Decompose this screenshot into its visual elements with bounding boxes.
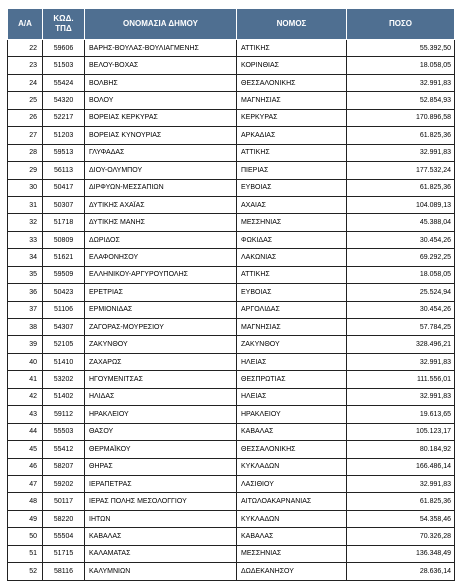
row-aa-cell: 51	[8, 545, 43, 562]
row-amount-cell: 69.292,25	[347, 249, 455, 266]
row-kod-cell: 51203	[43, 127, 85, 144]
table-row	[8, 406, 455, 423]
table-row	[8, 336, 455, 353]
row-prefecture-cell: ΘΕΣΣΑΛΟΝΙΚΗΣ	[237, 74, 347, 91]
table-row	[8, 231, 455, 248]
table-row	[8, 423, 455, 440]
row-municipality-cell: ΔΙΡΦΥΩΝ-ΜΕΣΣΑΠΙΩΝ	[85, 179, 237, 196]
row-kod-cell: 51715	[43, 545, 85, 562]
table-row	[8, 371, 455, 388]
row-municipality-cell: ΔΩΡΙΔΟΣ	[85, 231, 237, 248]
row-prefecture-cell: ΚΑΒΑΛΑΣ	[237, 423, 347, 440]
table-row	[8, 475, 455, 492]
row-amount-cell: 61.825,36	[347, 179, 455, 196]
row-municipality-cell: ΚΑΛΥΜΝΙΩΝ	[85, 563, 237, 580]
row-municipality-cell: ΙΕΡΑΣ ΠΟΛΗΣ ΜΕΣΟΛΟΓΓΙΟΥ	[85, 493, 237, 510]
row-prefecture-cell: ΘΕΣΠΡΩΤΙΑΣ	[237, 371, 347, 388]
row-aa-cell: 26	[8, 109, 43, 126]
row-amount-cell: 104.089,13	[347, 196, 455, 213]
table-row	[8, 144, 455, 161]
row-kod-cell: 56113	[43, 162, 85, 179]
table-row	[8, 162, 455, 179]
row-municipality-cell: ΙΗΤΩΝ	[85, 510, 237, 527]
row-amount-cell: 30.454,26	[347, 231, 455, 248]
row-aa-cell: 47	[8, 475, 43, 492]
table-row	[8, 441, 455, 458]
row-kod-cell: 51718	[43, 214, 85, 231]
table-row	[8, 266, 455, 283]
row-prefecture-cell: ΚΕΡΚΥΡΑΣ	[237, 109, 347, 126]
row-aa-cell: 45	[8, 441, 43, 458]
row-prefecture-cell: ΗΡΑΚΛΕΙΟΥ	[237, 406, 347, 423]
table-row	[8, 92, 455, 109]
row-prefecture-cell: ΠΙΕΡΙΑΣ	[237, 162, 347, 179]
row-prefecture-cell: ΑΡΚΑΔΙΑΣ	[237, 127, 347, 144]
row-kod-cell: 58116	[43, 563, 85, 580]
row-amount-cell: 61.825,36	[347, 493, 455, 510]
row-prefecture-cell: ΚΑΒΑΛΑΣ	[237, 528, 347, 545]
table-row	[8, 249, 455, 266]
row-amount-cell: 18.058,05	[347, 57, 455, 74]
row-prefecture-cell: ΜΑΓΝΗΣΙΑΣ	[237, 92, 347, 109]
row-amount-cell: 54.358,46	[347, 510, 455, 527]
table-row	[8, 127, 455, 144]
row-municipality-cell: ΕΡΕΤΡΙΑΣ	[85, 284, 237, 301]
row-municipality-cell: ΒΟΡΕΙΑΣ ΚΥΝΟΥΡΙΑΣ	[85, 127, 237, 144]
row-municipality-cell: ΕΛΛΗΝΙΚΟΥ-ΑΡΓΥΡΟΥΠΟΛΗΣ	[85, 266, 237, 283]
row-aa-cell: 32	[8, 214, 43, 231]
table-row	[8, 528, 455, 545]
row-amount-cell: 25.524,94	[347, 284, 455, 301]
header-poso: ΠΟΣΟ	[347, 9, 455, 40]
row-amount-cell: 32.991,83	[347, 353, 455, 370]
row-municipality-cell: ΓΛΥΦΑΔΑΣ	[85, 144, 237, 161]
row-aa-cell: 46	[8, 458, 43, 475]
row-prefecture-cell: ΑΡΓΟΛΙΔΑΣ	[237, 301, 347, 318]
row-aa-cell: 28	[8, 144, 43, 161]
row-kod-cell: 50417	[43, 179, 85, 196]
table-row	[8, 40, 455, 57]
row-kod-cell: 54307	[43, 319, 85, 336]
document-page	[7, 8, 454, 581]
row-aa-cell: 52	[8, 563, 43, 580]
row-municipality-cell: ΖΑΓΟΡΑΣ-ΜΟΥΡΕΣΙΟΥ	[85, 319, 237, 336]
row-prefecture-cell: ΜΕΣΣΗΝΙΑΣ	[237, 214, 347, 231]
table-body	[8, 40, 455, 581]
row-aa-cell: 38	[8, 319, 43, 336]
row-kod-cell: 58207	[43, 458, 85, 475]
row-aa-cell: 31	[8, 196, 43, 213]
row-aa-cell: 33	[8, 231, 43, 248]
table-row	[8, 301, 455, 318]
row-prefecture-cell: ΚΟΡΙΝΘΙΑΣ	[237, 57, 347, 74]
table-row	[8, 458, 455, 475]
row-amount-cell: 111.556,01	[347, 371, 455, 388]
row-kod-cell: 52105	[43, 336, 85, 353]
row-prefecture-cell: ΕΥΒΟΙΑΣ	[237, 284, 347, 301]
row-kod-cell: 59606	[43, 40, 85, 57]
table-row	[8, 57, 455, 74]
table-row	[8, 545, 455, 562]
row-kod-cell: 55504	[43, 528, 85, 545]
row-amount-cell: 45.388,04	[347, 214, 455, 231]
header-kod-line2: ΤΠΔ	[55, 24, 72, 33]
table-row	[8, 214, 455, 231]
table-row	[8, 109, 455, 126]
row-kod-cell: 50117	[43, 493, 85, 510]
table-row	[8, 510, 455, 527]
row-prefecture-cell: ΘΕΣΣΑΛΟΝΙΚΗΣ	[237, 441, 347, 458]
header-row	[8, 9, 455, 40]
row-prefecture-cell: ΕΥΒΟΙΑΣ	[237, 179, 347, 196]
row-kod-cell: 50809	[43, 231, 85, 248]
row-prefecture-cell: ΦΩΚΙΔΑΣ	[237, 231, 347, 248]
row-aa-cell: 29	[8, 162, 43, 179]
row-municipality-cell: ΒΑΡΗΣ-ΒΟΥΛΑΣ-ΒΟΥΛΙΑΓΜΕΝΗΣ	[85, 40, 237, 57]
row-aa-cell: 48	[8, 493, 43, 510]
row-prefecture-cell: ΔΩΔΕΚΑΝΗΣΟΥ	[237, 563, 347, 580]
row-aa-cell: 34	[8, 249, 43, 266]
row-aa-cell: 41	[8, 371, 43, 388]
table-row	[8, 284, 455, 301]
row-municipality-cell: ΒΕΛΟΥ-ΒΟΧΑΣ	[85, 57, 237, 74]
row-municipality-cell: ΖΑΧΑΡΩΣ	[85, 353, 237, 370]
row-aa-cell: 39	[8, 336, 43, 353]
row-amount-cell: 19.613,65	[347, 406, 455, 423]
table-row	[8, 319, 455, 336]
row-aa-cell: 43	[8, 406, 43, 423]
row-amount-cell: 170.896,58	[347, 109, 455, 126]
row-amount-cell: 55.392,50	[347, 40, 455, 57]
row-municipality-cell: ΘΑΣΟΥ	[85, 423, 237, 440]
row-aa-cell: 40	[8, 353, 43, 370]
row-kod-cell: 51410	[43, 353, 85, 370]
row-kod-cell: 51402	[43, 388, 85, 405]
row-aa-cell: 37	[8, 301, 43, 318]
row-kod-cell: 51503	[43, 57, 85, 74]
row-kod-cell: 58220	[43, 510, 85, 527]
row-prefecture-cell: ΛΑΣΙΘΙΟΥ	[237, 475, 347, 492]
row-amount-cell: 70.326,28	[347, 528, 455, 545]
row-prefecture-cell: ΜΑΓΝΗΣΙΑΣ	[237, 319, 347, 336]
row-kod-cell: 51621	[43, 249, 85, 266]
row-municipality-cell: ΕΡΜΙΟΝΙΔΑΣ	[85, 301, 237, 318]
row-kod-cell: 54320	[43, 92, 85, 109]
row-municipality-cell: ΔΥΤΙΚΗΣ ΑΧΑΪΑΣ	[85, 196, 237, 213]
header-name: ΟΝΟΜΑΣΙΑ ΔΗΜΟΥ	[85, 9, 237, 40]
row-municipality-cell: ΗΡΑΚΛΕΙΟΥ	[85, 406, 237, 423]
row-kod-cell: 59112	[43, 406, 85, 423]
row-kod-cell: 50423	[43, 284, 85, 301]
table-header	[8, 9, 455, 40]
row-municipality-cell: ΙΕΡΑΠΕΤΡΑΣ	[85, 475, 237, 492]
row-municipality-cell: ΒΟΛΒΗΣ	[85, 74, 237, 91]
table-row	[8, 388, 455, 405]
row-aa-cell: 49	[8, 510, 43, 527]
row-amount-cell: 28.636,14	[347, 563, 455, 580]
row-aa-cell: 42	[8, 388, 43, 405]
row-municipality-cell: ΗΛΙΔΑΣ	[85, 388, 237, 405]
row-municipality-cell: ΘΕΡΜΑΪΚΟΥ	[85, 441, 237, 458]
row-kod-cell: 53202	[43, 371, 85, 388]
table-row	[8, 563, 455, 580]
row-amount-cell: 136.348,49	[347, 545, 455, 562]
row-kod-cell: 55412	[43, 441, 85, 458]
row-amount-cell: 177.532,24	[347, 162, 455, 179]
row-municipality-cell: ΕΛΑΦΟΝΗΣΟΥ	[85, 249, 237, 266]
row-prefecture-cell: ΑΙΤΩΛΟΑΚΑΡΝΑΝΙΑΣ	[237, 493, 347, 510]
row-aa-cell: 27	[8, 127, 43, 144]
row-prefecture-cell: ΛΑΚΩΝΙΑΣ	[237, 249, 347, 266]
row-aa-cell: 25	[8, 92, 43, 109]
row-kod-cell: 59513	[43, 144, 85, 161]
row-municipality-cell: ΒΟΡΕΙΑΣ ΚΕΡΚΥΡΑΣ	[85, 109, 237, 126]
row-amount-cell: 32.991,83	[347, 388, 455, 405]
row-amount-cell: 80.184,92	[347, 441, 455, 458]
row-municipality-cell: ΖΑΚΥΝΘΟΥ	[85, 336, 237, 353]
table-row	[8, 493, 455, 510]
row-amount-cell: 30.454,26	[347, 301, 455, 318]
row-municipality-cell: ΔΥΤΙΚΗΣ ΜΑΝΗΣ	[85, 214, 237, 231]
row-amount-cell: 32.991,83	[347, 475, 455, 492]
row-prefecture-cell: ΑΧΑΙΑΣ	[237, 196, 347, 213]
table-row	[8, 353, 455, 370]
row-prefecture-cell: ΚΥΚΛΑΔΩΝ	[237, 510, 347, 527]
row-amount-cell: 52.854,93	[347, 92, 455, 109]
row-aa-cell: 23	[8, 57, 43, 74]
row-amount-cell: 32.991,83	[347, 74, 455, 91]
row-amount-cell: 57.784,25	[347, 319, 455, 336]
row-prefecture-cell: ΑΤΤΙΚΗΣ	[237, 144, 347, 161]
row-aa-cell: 44	[8, 423, 43, 440]
row-aa-cell: 22	[8, 40, 43, 57]
header-kod	[43, 9, 85, 40]
row-kod-cell: 55503	[43, 423, 85, 440]
row-amount-cell: 328.496,21	[347, 336, 455, 353]
row-municipality-cell: ΚΑΛΑΜΑΤΑΣ	[85, 545, 237, 562]
row-aa-cell: 50	[8, 528, 43, 545]
row-prefecture-cell: ΗΛΕΙΑΣ	[237, 353, 347, 370]
row-aa-cell: 35	[8, 266, 43, 283]
row-kod-cell: 50307	[43, 196, 85, 213]
municipality-amounts-table	[7, 8, 455, 581]
row-municipality-cell: ΔΙΟΥ-ΟΛΥΜΠΟΥ	[85, 162, 237, 179]
header-kod-line1: ΚΩΔ.	[53, 14, 74, 23]
row-aa-cell: 36	[8, 284, 43, 301]
row-municipality-cell: ΒΟΛΟΥ	[85, 92, 237, 109]
row-kod-cell: 59202	[43, 475, 85, 492]
row-kod-cell: 55424	[43, 74, 85, 91]
row-municipality-cell: ΘΗΡΑΣ	[85, 458, 237, 475]
row-kod-cell: 51106	[43, 301, 85, 318]
table-row	[8, 74, 455, 91]
row-prefecture-cell: ΑΤΤΙΚΗΣ	[237, 40, 347, 57]
row-amount-cell: 32.991,83	[347, 144, 455, 161]
row-prefecture-cell: ΖΑΚΥΝΘΟΥ	[237, 336, 347, 353]
row-amount-cell: 105.123,17	[347, 423, 455, 440]
row-amount-cell: 18.058,05	[347, 266, 455, 283]
row-kod-cell: 59509	[43, 266, 85, 283]
row-prefecture-cell: ΚΥΚΛΑΔΩΝ	[237, 458, 347, 475]
row-municipality-cell: ΚΑΒΑΛΑΣ	[85, 528, 237, 545]
row-prefecture-cell: ΜΕΣΣΗΝΙΑΣ	[237, 545, 347, 562]
row-aa-cell: 30	[8, 179, 43, 196]
row-amount-cell: 61.825,36	[347, 127, 455, 144]
row-municipality-cell: ΗΓΟΥΜΕΝΙΤΣΑΣ	[85, 371, 237, 388]
header-aa: Α/Α	[8, 9, 43, 40]
row-prefecture-cell: ΑΤΤΙΚΗΣ	[237, 266, 347, 283]
row-prefecture-cell: ΗΛΕΙΑΣ	[237, 388, 347, 405]
header-nomos: ΝΟΜΟΣ	[237, 9, 347, 40]
table-row	[8, 196, 455, 213]
table-row	[8, 179, 455, 196]
row-kod-cell: 52217	[43, 109, 85, 126]
row-aa-cell: 24	[8, 74, 43, 91]
row-amount-cell: 166.486,14	[347, 458, 455, 475]
